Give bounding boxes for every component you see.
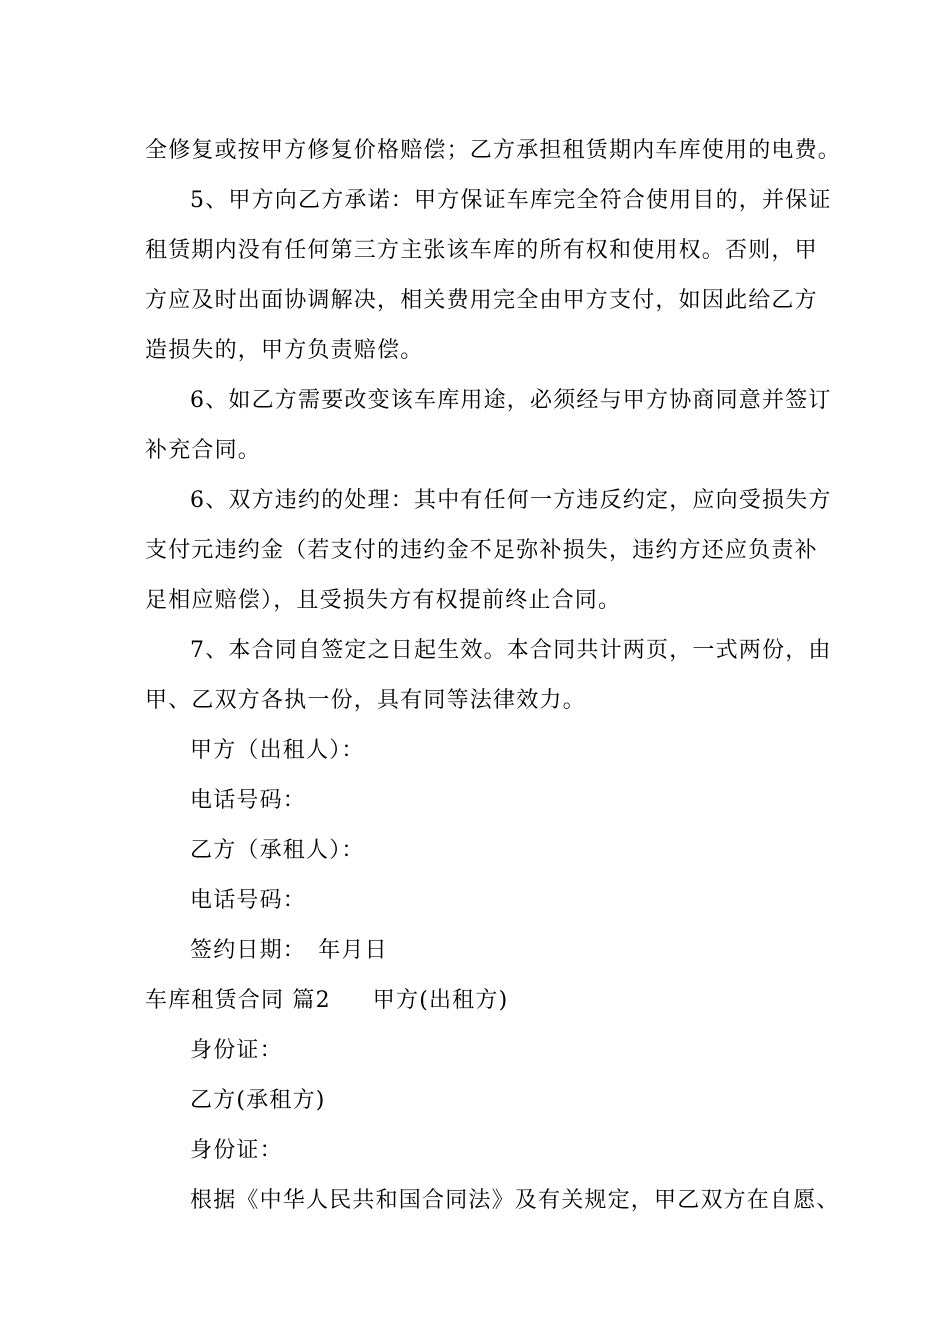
section-2-party-a: 甲方(出租方) bbox=[372, 988, 509, 1013]
phone-b-label: 电话号码： bbox=[190, 888, 307, 913]
party-b-label: 乙方（承租人）： bbox=[190, 838, 365, 863]
party-a-label: 甲方（出租人）： bbox=[190, 738, 365, 763]
clause-6-line: 6、如乙方需要改变该车库用途，必须经与甲方协商同意并签订 bbox=[190, 388, 832, 413]
section-2-heading bbox=[145, 986, 508, 1016]
paragraph-line: 造损失的，甲方负责赔偿。 bbox=[145, 338, 424, 363]
phone-a-label: 电话号码： bbox=[190, 788, 307, 813]
paragraph-line: 全修复或按甲方修复价格赔偿；乙方承担租赁期内车库使用的电费。 bbox=[145, 138, 842, 163]
clause-5-line: 5、甲方向乙方承诺：甲方保证车库完全符合使用目的，并保证 bbox=[190, 188, 832, 213]
paragraph-line: 甲、乙双方各执一份，具有同等法律效力。 bbox=[145, 688, 586, 713]
clause-6b-line: 6、双方违约的处理：其中有任何一方违反约定，应向受损失方 bbox=[190, 488, 832, 513]
paragraph-line: 根据《中华人民共和国合同法》及有关规定，甲乙双方在自愿、 bbox=[190, 1188, 840, 1213]
sign-date-label: 签约日期： 年月日 bbox=[190, 938, 388, 963]
paragraph-line: 补充合同。 bbox=[145, 438, 262, 463]
id-card-b-label: 身份证： bbox=[190, 1138, 283, 1163]
paragraph-line: 足相应赔偿），且受损失方有权提前终止合同。 bbox=[145, 588, 622, 613]
paragraph-line: 方应及时出面协调解决，相关费用完全由甲方支付，如因此给乙方 bbox=[145, 288, 818, 313]
party-b-tenant-label: 乙方(承租方) bbox=[190, 1088, 326, 1113]
section-2-title: 车库租赁合同 篇2 bbox=[145, 988, 331, 1013]
clause-7-line: 7、本合同自签定之日起生效。本合同共计两页，一式两份，由 bbox=[190, 638, 832, 663]
paragraph-line: 支付元违约金（若支付的违约金不足弥补损失，违约方还应负责补 bbox=[145, 538, 818, 563]
id-card-a-label: 身份证： bbox=[190, 1038, 283, 1063]
paragraph-line: 租赁期内没有任何第三方主张该车库的所有权和使用权。否则，甲 bbox=[145, 238, 818, 263]
